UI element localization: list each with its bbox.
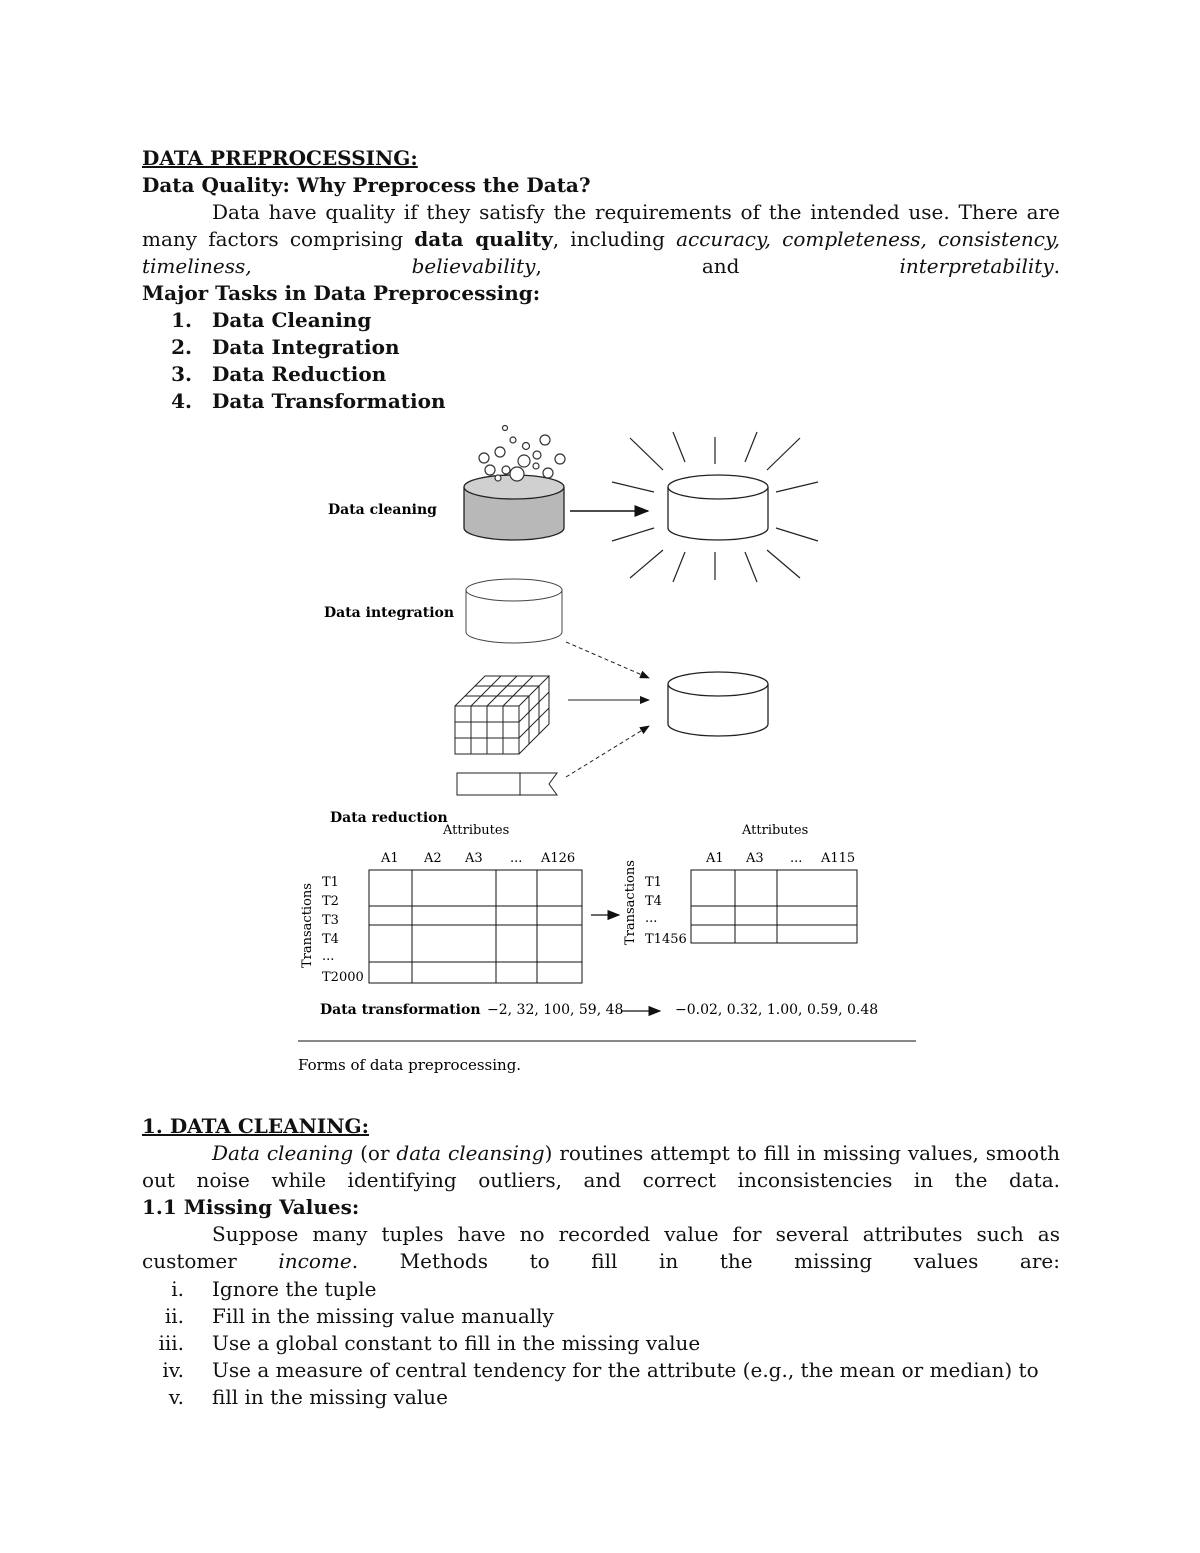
task-label: Data Cleaning — [212, 308, 372, 332]
clean-database-icon — [668, 475, 768, 540]
para-text: Data have quality if they satisfy the requirements of the intended use. There are many factors comprising — [142, 200, 1060, 251]
transform-before-values: −2, 32, 100, 59, 48 — [487, 1002, 624, 1018]
flat-file-icon — [457, 773, 557, 795]
col-header: A2 — [424, 851, 442, 866]
method-label: Fill in the missing value manually — [212, 1304, 554, 1328]
page-title: DATA PREPROCESSING: — [142, 146, 418, 170]
transactions-label-right: Transactions — [623, 860, 638, 945]
row-header: T2 — [322, 894, 339, 909]
row-header: T2000 — [322, 970, 364, 985]
right-row-headers — [645, 875, 687, 947]
missing-values-paragraph — [142, 1221, 1060, 1275]
para-bold: data quality — [414, 227, 553, 251]
method-number: i. — [171, 1277, 184, 1301]
col-header: A1 — [706, 851, 724, 866]
col-header: A126 — [541, 851, 576, 866]
row-header: T3 — [322, 913, 339, 928]
left-transaction-table — [369, 870, 582, 983]
right-transaction-table — [691, 870, 857, 943]
dirty-database-icon — [464, 475, 564, 540]
para-italic: interpretability — [899, 254, 1054, 278]
row-header: T1 — [322, 875, 339, 890]
quality-heading: Data Quality: Why Preprocess the Data? — [142, 173, 591, 197]
task-label: Data Transformation — [212, 389, 446, 413]
bubbles-icon — [479, 426, 565, 482]
method-number: iii. — [158, 1331, 184, 1355]
para-italic: income — [278, 1249, 352, 1273]
data-cube-icon — [455, 676, 549, 754]
task-number: 1. — [171, 308, 192, 332]
para-text: (or — [353, 1141, 397, 1165]
col-header: ... — [510, 851, 523, 866]
label-data-integration: Data integration — [324, 605, 455, 621]
label-data-cleaning: Data cleaning — [328, 502, 437, 518]
row-header: T1456 — [645, 932, 687, 947]
task-number: 2. — [171, 335, 192, 359]
task-label: Data Integration — [212, 335, 400, 359]
label-data-transformation: Data transformation — [320, 1002, 481, 1018]
col-header: A115 — [821, 851, 856, 866]
col-header: A3 — [465, 851, 483, 866]
row-header: T4 — [322, 932, 339, 947]
para-italic: data cleansing — [396, 1141, 545, 1165]
task-number: 4. — [171, 389, 192, 413]
arrow-integration-3 — [566, 726, 649, 777]
row-header: ... — [322, 949, 335, 964]
para-text: , and — [535, 254, 900, 278]
left-column-headers — [380, 851, 575, 866]
right-column-headers — [705, 851, 855, 866]
cleaning-paragraph — [142, 1140, 1060, 1194]
cleaning-heading: 1. DATA CLEANING: — [142, 1114, 370, 1138]
transform-after-values: −0.02, 0.32, 1.00, 0.59, 0.48 — [675, 1002, 879, 1018]
row-header: T1 — [645, 875, 662, 890]
col-header: A3 — [746, 851, 764, 866]
task-label: Data Reduction — [212, 362, 387, 386]
row-header: ... — [645, 911, 658, 926]
source-database-icon — [466, 579, 562, 643]
arrow-integration-1 — [566, 642, 649, 678]
para-text: ) routines attempt to fill in missing values, smooth out noise while identifying outliers, and correct inconsistencies in the data. — [142, 1141, 1060, 1192]
para-text: Suppose many tuples have no recorded value for several attributes such as customer — [142, 1222, 1060, 1273]
method-number: iv. — [162, 1358, 184, 1382]
para-italic: Data cleaning — [212, 1141, 354, 1165]
figure-caption: Forms of data preprocessing. — [298, 1056, 522, 1074]
para-italic: accuracy, completeness, consistency, timeliness, believability — [142, 227, 1060, 278]
col-header: ... — [790, 851, 803, 866]
row-header: T4 — [645, 894, 662, 909]
attributes-label-right: Attributes — [742, 823, 809, 838]
left-row-headers — [322, 875, 364, 985]
method-label: Use a global constant to fill in the missing value — [212, 1331, 701, 1355]
method-label: Ignore the tuple — [212, 1277, 377, 1301]
label-data-reduction: Data reduction — [330, 810, 448, 826]
integrated-database-icon — [668, 672, 768, 736]
missing-values-heading: 1.1 Missing Values: — [142, 1195, 360, 1219]
method-number: ii. — [164, 1304, 184, 1328]
method-number: v. — [168, 1385, 184, 1409]
task-number: 3. — [171, 362, 192, 386]
para-text: . Methods to fill in the missing values are: — [351, 1249, 1060, 1273]
transactions-label-left: Transactions — [300, 883, 315, 968]
col-header: A1 — [381, 851, 399, 866]
tasks-heading: Major Tasks in Data Preprocessing: — [142, 281, 541, 305]
attributes-label-left: Attributes — [443, 823, 510, 838]
para-text: , including — [552, 227, 677, 251]
method-label: fill in the missing value — [212, 1385, 448, 1409]
para-text: . — [1053, 254, 1060, 278]
method-label: Use a measure of central tendency for the attribute (e.g., the mean or median) to — [212, 1358, 1039, 1382]
